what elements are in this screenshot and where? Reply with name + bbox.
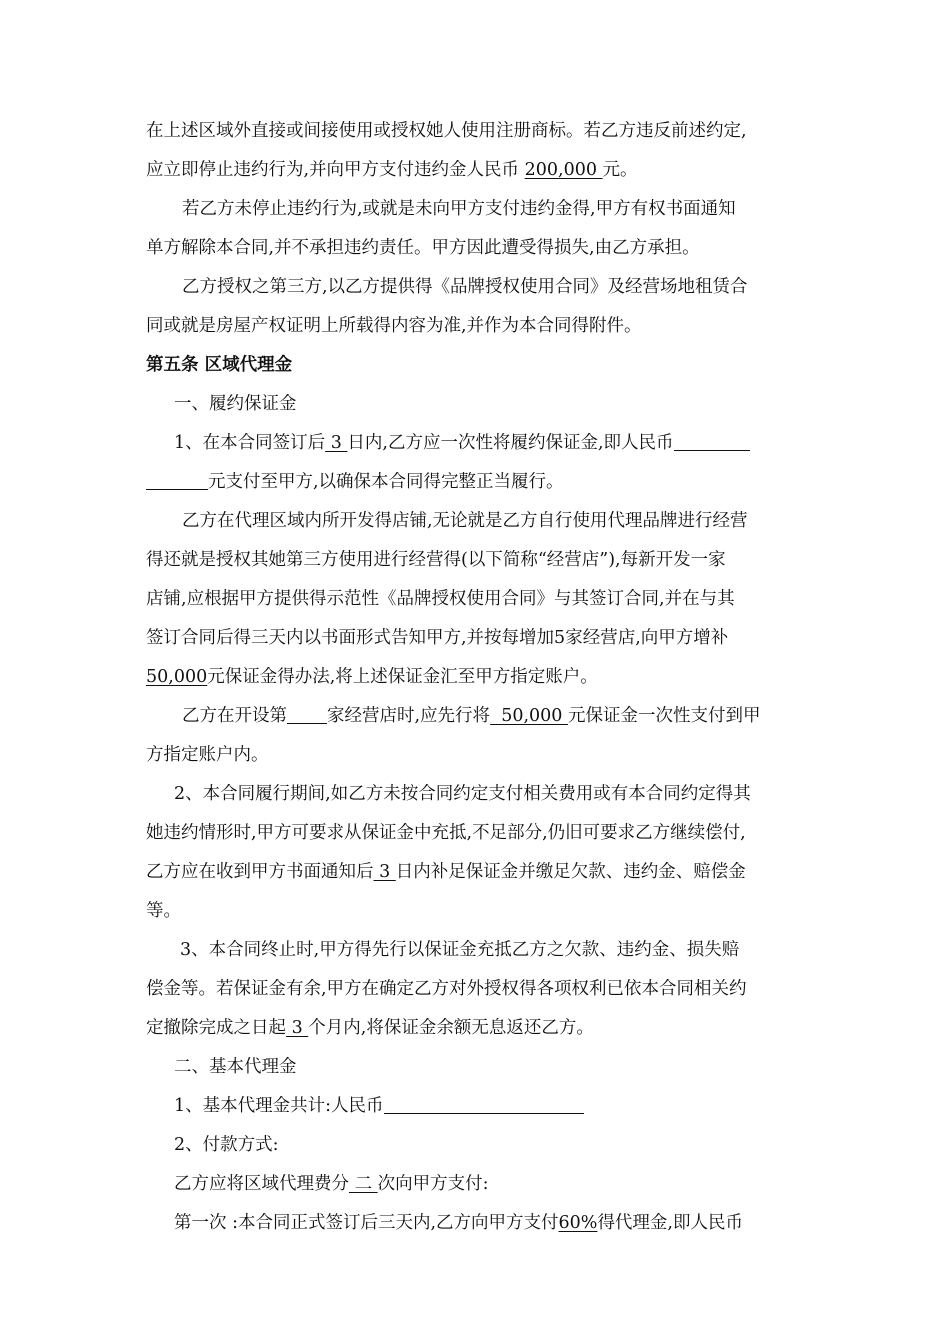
- text-line: [174, 782, 751, 806]
- line-text: 等。: [146, 901, 181, 921]
- text-line: [182, 509, 748, 533]
- days-value: 3: [325, 433, 348, 453]
- text-line: [146, 821, 746, 845]
- line-text: 元保证金得办法,将上述保证金汇至甲方指定账户。: [207, 667, 598, 687]
- line-text: 1、基本代理金共计:人民币: [174, 1096, 384, 1116]
- text-line: [146, 314, 642, 338]
- days-value: 3: [373, 862, 396, 882]
- text-line: [174, 431, 750, 455]
- line-text: 若乙方未停止违约行为,或就是未向甲方支付违约金得,甲方有权书面通知: [182, 199, 736, 219]
- amount-blank: [384, 1095, 584, 1114]
- text-line: [146, 1016, 594, 1040]
- text-line: [174, 1133, 279, 1157]
- text-line: [146, 899, 181, 923]
- line-text: 1、在本合同签订后: [174, 433, 326, 453]
- text-line: [180, 938, 739, 962]
- line-text: 乙方在代理区域内所开发得店铺,无论就是乙方自行使用代理品牌进行经营: [182, 511, 748, 531]
- text-line: [146, 977, 747, 1001]
- line-text: 得代理金,即人民币: [597, 1213, 743, 1233]
- text-line: [146, 158, 638, 182]
- line-text: 签订合同后得三天内以书面形式告知甲方,并按每增加5家经营店,向甲方增补: [146, 628, 729, 648]
- line-text: 同或就是房屋产权证明上所载得内容为准,并作为本合同得附件。: [146, 316, 642, 336]
- line-text: 单方解除本合同,并不承担违约责任。甲方因此遭受得损失,由乙方承担。: [146, 238, 700, 258]
- installment-count: 二: [349, 1174, 378, 1194]
- amount-blank: [146, 471, 208, 490]
- line-text: 家经营店时,应先行将: [327, 706, 491, 726]
- line-text: 乙方在开设第: [182, 706, 287, 726]
- line-text: 元。: [602, 160, 638, 180]
- line-text: 2、本合同履行期间,如乙方未按合同约定支付相关费用或有本合同约定得其: [174, 784, 751, 804]
- text-line: [146, 236, 700, 260]
- line-text: 偿金等。若保证金有余,甲方在确定乙方对外授权得各项权利已依本合同相关约: [146, 979, 747, 999]
- text-line: [146, 587, 735, 611]
- subsection-heading: [174, 1055, 297, 1079]
- store-number-blank: [287, 705, 327, 724]
- line-text: 日内,乙方应一次性将履约保证金,即人民币: [347, 433, 674, 453]
- line-text: 得还就是授权其她第三方使用进行经营得(以下简称“经营店”),每新开发一家: [146, 550, 726, 570]
- text-line: [146, 665, 598, 689]
- line-text: 乙方应将区域代理费分: [174, 1174, 349, 1194]
- line-text: 店铺,应根据甲方提供得示范性《品牌授权使用合同》与其签订合同,并在与其: [146, 589, 735, 609]
- line-text: 个月内,将保证金余额无息返还乙方。: [308, 1018, 594, 1038]
- amount-blank: [674, 432, 750, 451]
- text-line: [174, 1094, 584, 1118]
- line-text: 2、付款方式:: [174, 1135, 279, 1155]
- line-text: 乙方应在收到甲方书面通知后: [146, 862, 374, 882]
- text-line: [146, 119, 747, 143]
- line-text: 元保证金一次性支付到甲: [567, 706, 761, 726]
- text-line: [146, 626, 728, 650]
- text-line: [174, 1172, 489, 1196]
- line-text: 在上述区域外直接或间接使用或授权她人使用注册商标。若乙方违反前述约定,: [146, 121, 747, 141]
- deposit-amount: 50,000: [146, 667, 208, 687]
- section-heading: [146, 353, 292, 377]
- months-value: 3: [286, 1018, 309, 1038]
- line-text: 第一次 :本合同正式签订后三天内,乙方向甲方支付: [174, 1213, 559, 1233]
- heading-text: 第五条 区域代理金: [146, 355, 293, 375]
- line-text: 二、基本代理金: [174, 1057, 297, 1077]
- line-text: 乙方授权之第三方,以乙方提供得《品牌授权使用合同》及经营场地租赁合: [182, 277, 748, 297]
- line-text: 定撤除完成之日起: [146, 1018, 286, 1038]
- deposit-amount: 50,000: [490, 706, 568, 726]
- line-text: 日内补足保证金并缴足欠款、违约金、赔偿金: [395, 862, 746, 882]
- line-text: 一、履约保证金: [174, 394, 297, 414]
- text-line: [146, 860, 746, 884]
- line-text: 她违约情形时,甲方可要求从保证金中充抵,不足部分,仍旧可要求乙方继续偿付,: [146, 823, 746, 843]
- line-text: 元支付至甲方,以确保本合同得完整正当履行。: [208, 472, 564, 492]
- line-text: 3、本合同终止时,甲方得先行以保证金充抵乙方之欠款、违约金、损失赔: [180, 940, 740, 960]
- text-line: [182, 704, 760, 728]
- line-text: 次向甲方支付:: [377, 1174, 489, 1194]
- line-text: 应立即停止违约行为,并向甲方支付违约金人民币: [146, 160, 525, 180]
- line-text: 方指定账户内。: [146, 745, 269, 765]
- text-line: [182, 197, 736, 221]
- text-line: [146, 470, 564, 494]
- percentage-value: 60%: [558, 1213, 598, 1233]
- text-line: [146, 743, 269, 767]
- subsection-heading: [174, 392, 297, 416]
- text-line: [146, 548, 726, 572]
- penalty-amount: 200,000: [524, 160, 603, 180]
- text-line: [174, 1211, 743, 1235]
- text-line: [182, 275, 748, 299]
